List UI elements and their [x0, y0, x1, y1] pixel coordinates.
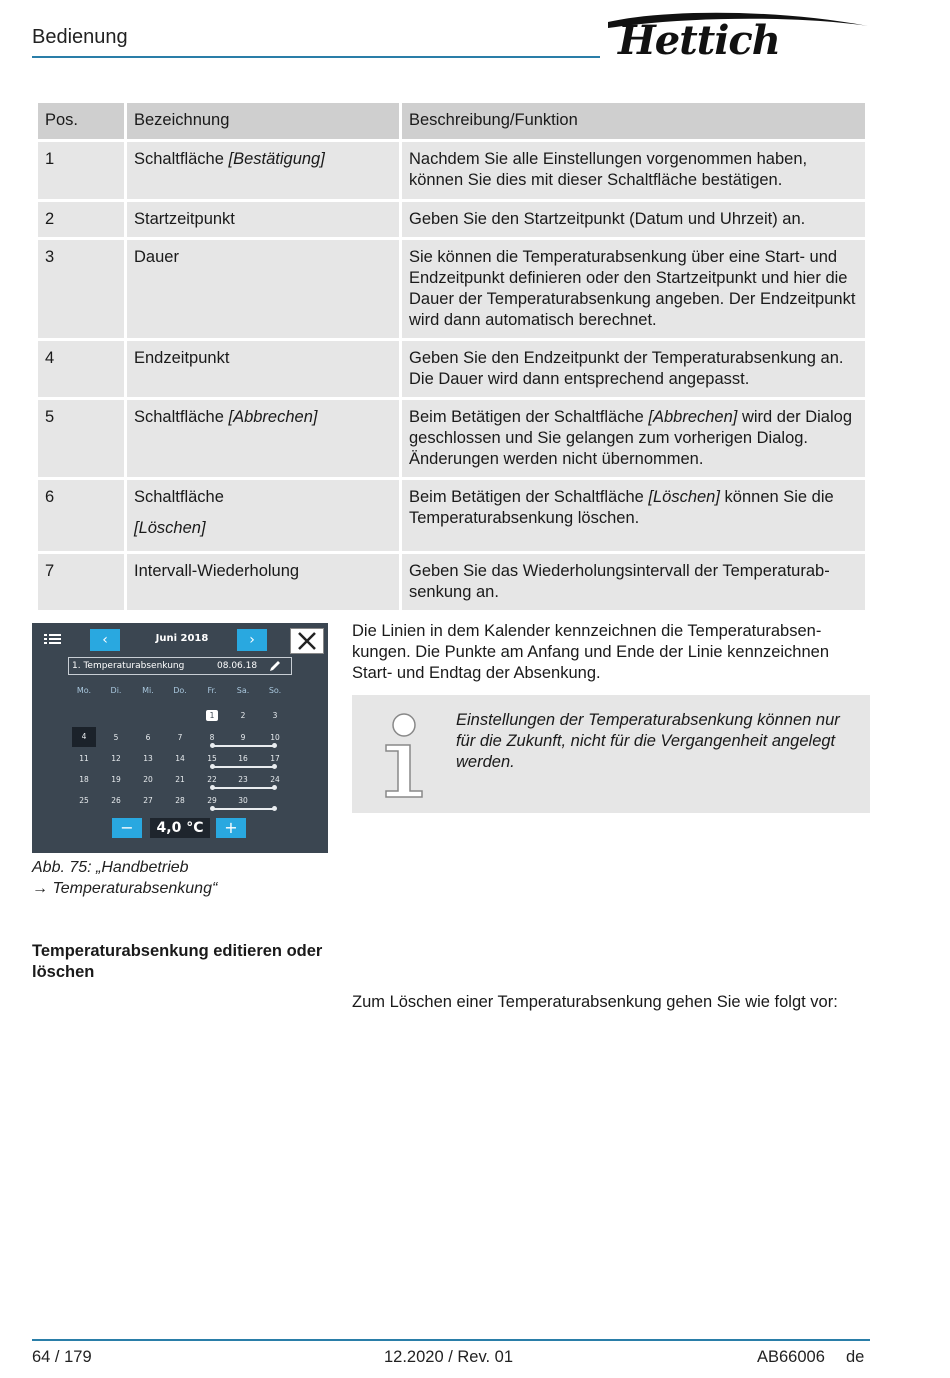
page-number: 64 / 179	[32, 1348, 92, 1366]
setback-range-line	[212, 787, 275, 789]
setback-range-line	[212, 808, 275, 810]
cell-name: Intervall-Wiederholung	[127, 554, 399, 610]
calendar-day[interactable]: 9	[240, 733, 246, 742]
month-label: Juni 2018	[155, 633, 209, 644]
calendar-day[interactable]: 7	[177, 733, 183, 742]
calendar-day[interactable]: 18	[79, 775, 89, 784]
calendar-description: Die Linien in dem Kalender kennzeichnen die Temperaturabsenkungen. Die Punkte am Anfang und Ende der Linie kennzeichnen Start- und Endtag der Absenkung.	[352, 622, 830, 682]
list-icon[interactable]	[42, 631, 64, 647]
calendar-day[interactable]: 6	[145, 733, 151, 742]
cell-pos: 6	[38, 480, 124, 551]
weekday-label: Mo.	[76, 686, 92, 695]
weekday-label: Fr.	[207, 686, 217, 695]
calendar-day[interactable]: 28	[175, 796, 185, 805]
cell-pos: 3	[38, 240, 124, 338]
calendar-day[interactable]: 23	[238, 775, 248, 784]
header-divider	[32, 56, 600, 58]
info-note-box	[352, 695, 870, 813]
cell-name: Schaltfläche [Abbrechen]	[127, 400, 399, 477]
setback-select-field[interactable]	[68, 657, 292, 675]
hettich-logo	[600, 6, 875, 62]
cell-name: Dauer	[127, 240, 399, 338]
column-header-name: Bezeichnung	[127, 103, 399, 139]
column-header-description: Beschreibung/Funktion	[402, 103, 865, 139]
calendar-day[interactable]: 14	[175, 754, 185, 763]
instruction-intro: Zum Löschen einer Temperaturabsenkung gehen Sie wie folgt vor:	[352, 993, 838, 1011]
weekday-label: Sa.	[236, 686, 250, 695]
cell-pos: 1	[38, 142, 124, 199]
temperature-value: 4,0 °C	[150, 818, 210, 838]
note-text: Einstellungen der Temperaturabsenkung können nur für die Zukunft, nicht für die Vergangenheit angelegt werden.	[456, 711, 840, 771]
calendar-day[interactable]: 2	[240, 711, 246, 720]
calendar-day[interactable]: 12	[111, 754, 121, 763]
cell-description: Sie können die Temperaturabsenkung über eine Start- und Endzeitpunkt definieren oder den Startzeitpunkt und hier die Dauer der Temperaturabsenkung angeben. Der Endzeitpunkt wird dann automatisch berechnet.	[402, 240, 865, 338]
weekday-label: Di.	[110, 686, 122, 695]
calendar-day[interactable]: 10	[270, 733, 280, 742]
calendar-day[interactable]: 13	[143, 754, 153, 763]
calendar-day[interactable]: 1	[206, 710, 218, 721]
calendar-day[interactable]: 4	[72, 727, 96, 747]
caption-line-2: → Temperaturabsenkung“	[32, 880, 218, 897]
setback-range-line	[212, 745, 275, 747]
cell-pos: 7	[38, 554, 124, 610]
weekday-label: So.	[268, 686, 282, 695]
cell-name: Schaltfläche [Bestätigung]	[127, 142, 399, 199]
calendar-day[interactable]: 25	[79, 796, 89, 805]
table-header-row	[38, 103, 865, 139]
cell-name: Startzeitpunkt	[127, 202, 399, 237]
calendar-day[interactable]: 8	[209, 733, 215, 742]
cell-description: Nachdem Sie alle Einstellungen vorgenommen haben, können Sie dies mit dieser Schaltfläche bestätigen.	[402, 142, 865, 199]
cell-name: Endzeitpunkt	[127, 341, 399, 397]
page-section-title: Bedienung	[32, 26, 128, 48]
cell-description: Beim Betätigen der Schaltfläche [Abbrechen] wird der Dialog geschlossen und Sie gelangen zum vorherigen Dialog. Änderungen werden nicht übernommen.	[402, 400, 865, 477]
pencil-icon[interactable]	[269, 660, 281, 672]
temperature-increase-button[interactable]: +	[216, 818, 246, 838]
setback-range-line	[212, 766, 275, 768]
cell-description: Geben Sie den Startzeitpunkt (Datum und Uhrzeit) an.	[402, 202, 865, 237]
calendar-day[interactable]: 26	[111, 796, 121, 805]
table-row	[38, 142, 865, 199]
calendar-day[interactable]: 22	[207, 775, 217, 784]
temperature-decrease-button[interactable]: −	[112, 818, 142, 838]
table-row	[38, 202, 865, 237]
cell-pos: 2	[38, 202, 124, 237]
cell-description: Beim Betätigen der Schaltfläche [Löschen] können Sie die Temperaturabsenkung löschen.	[402, 480, 865, 551]
setback-title: 1. Temperaturabsenkung	[72, 661, 185, 671]
calendar-day[interactable]: 15	[207, 754, 217, 763]
calendar-day[interactable]: 5	[113, 733, 119, 742]
figure-caption	[32, 857, 217, 899]
document-id: AB66006	[757, 1348, 825, 1366]
cell-name: Schaltfläche [Löschen]	[127, 480, 399, 551]
calendar-day[interactable]: 29	[207, 796, 217, 805]
table-row	[38, 240, 865, 338]
language-code: de	[846, 1348, 865, 1366]
setback-date: 08.06.18	[217, 661, 258, 671]
close-icon[interactable]	[290, 628, 324, 654]
cell-description: Geben Sie den Endzeitpunkt der Temperaturabsenkung an. Die Dauer wird dann entsprechend angepasst.	[402, 341, 865, 397]
table-row	[38, 341, 865, 397]
calendar-day[interactable]: 24	[270, 775, 280, 784]
calendar-day[interactable]: 17	[270, 754, 280, 763]
cell-description: Geben Sie das Wiederholungsintervall der Temperaturabsenkung an.	[402, 554, 865, 610]
weekday-label: Do.	[173, 686, 187, 695]
info-icon	[378, 709, 428, 799]
caption-line-1: Abb. 75: „Handbetrieb	[32, 859, 189, 876]
calendar-day[interactable]: 27	[143, 796, 153, 805]
revision-label: 12.2020 / Rev. 01	[384, 1348, 514, 1366]
calendar-day[interactable]: 19	[111, 775, 121, 784]
calendar-screenshot	[32, 623, 328, 853]
next-month-button[interactable]: ›	[237, 629, 267, 651]
calendar-day[interactable]: 20	[143, 775, 153, 784]
calendar-day[interactable]: 3	[272, 711, 278, 720]
table-row	[38, 554, 865, 610]
calendar-day[interactable]: 21	[175, 775, 185, 784]
cell-pos: 5	[38, 400, 124, 477]
cell-pos: 4	[38, 341, 124, 397]
previous-month-button[interactable]: ‹	[90, 629, 120, 651]
calendar-day[interactable]: 11	[79, 754, 89, 763]
section-heading: Temperaturabsenkung editieren oder löschen	[32, 942, 323, 981]
table-row	[38, 480, 865, 551]
svg-text:Hettich: Hettich	[618, 17, 780, 62]
footer-divider	[32, 1339, 870, 1341]
calendar-day[interactable]: 30	[238, 796, 248, 805]
column-header-pos: Pos.	[38, 103, 124, 139]
table-row	[38, 400, 865, 477]
weekday-label: Mi.	[142, 686, 154, 695]
function-table	[35, 100, 868, 613]
calendar-day[interactable]: 16	[238, 754, 248, 763]
